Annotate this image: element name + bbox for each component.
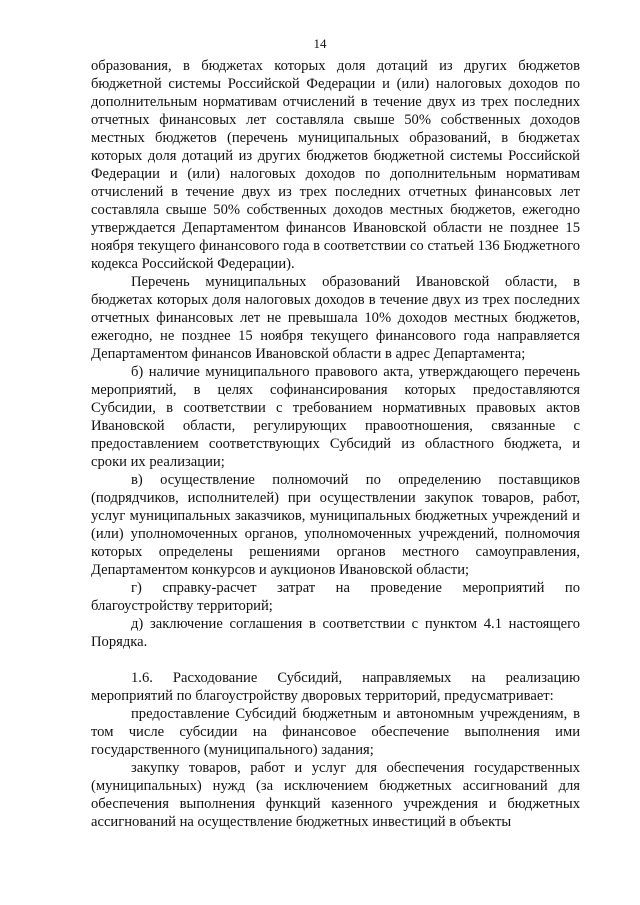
paragraph-item-g: г) справку-расчет затрат на проведение мероприятий по благоустройству территорий; — [91, 580, 580, 614]
paragraph-subsidies-provision: предоставление Субсидий бюджетным и автономным учреждениям, в том числе субсидии на финансовое обеспечение выполнения ими государственного (муниципального) задания; — [91, 706, 580, 758]
page-number: 14 — [313, 36, 327, 51]
paragraph-municipal-list: Перечень муниципальных образований Ивановской области, в бюджетах которых доля налоговых доходов в течение двух из трех последних отчетных финансовых лет не превышала 10% доходов местных бюджетов, ежегодно, не позднее 15 ноября текущего финансового года направляется Департаментом финансов Ивановской области в адрес Департамента; — [91, 274, 580, 362]
paragraph-procurement: закупку товаров, работ и услуг для обеспечения государственных (муниципальных) нужд (за исключением бюджетных ассигнований для обеспечения выполнения функций казенного учреждения и бюджетных ассигнований на осуществление бюджетных инвестиций в объекты — [91, 760, 580, 830]
paragraph-item-v: в) осуществление полномочий по определению поставщиков (подрядчиков, исполнителей) при осуществлении закупок товаров, работ, услуг муниципальных заказчиков, муниципальных бюджетных учреждений и (или) уполномоченных органов, уполномоченных учреждений, полномочия которых определены решениями органов местного самоуправления, Департаментом конкурсов и аукционов Ивановской области; — [91, 472, 580, 578]
paragraph-item-b: б) наличие муниципального правового акта, утверждающего перечень мероприятий, в целях софинансирования которых предоставляются Субсидии, в соответствии с требованием нормативных правовых актов Ивановской области, регулирующих правоотношения, связанные с предоставлением соответствующих Субсидий из областного бюджета, и сроки их реализации; — [91, 364, 580, 470]
document-body — [91, 57, 580, 831]
paragraph-section-1-6: 1.6. Расходование Субсидий, направляемых на реализацию мероприятий по благоустройству дворовых территорий, предусматривает: — [91, 670, 580, 704]
paragraph-continuation: образования, в бюджетах которых доля дотаций из других бюджетов бюджетной системы Российской Федерации и (или) налоговых доходов по дополнительным нормативам отчислений в течение двух из трех последних отчетных финансовых лет составляла свыше 50% собственных доходов местных бюджетов (перечень муниципальных образований, в бюджетах которых доля дотаций из других бюджетов бюджетной системы Российской Федерации и (или) налоговых доходов по дополнительным нормативам отчислений в течение двух из трех последних отчетных финансовых лет составляла свыше 50% собственных доходов местных бюджетов, ежегодно утверждается Департаментом финансов Ивановской области не позднее 15 ноября текущего финансового года в соответствии со статьей 136 Бюджетного кодекса Российской Федерации). — [91, 58, 580, 272]
paragraph-item-d: д) заключение соглашения в соответствии с пунктом 4.1 настоящего Порядка. — [91, 616, 580, 650]
